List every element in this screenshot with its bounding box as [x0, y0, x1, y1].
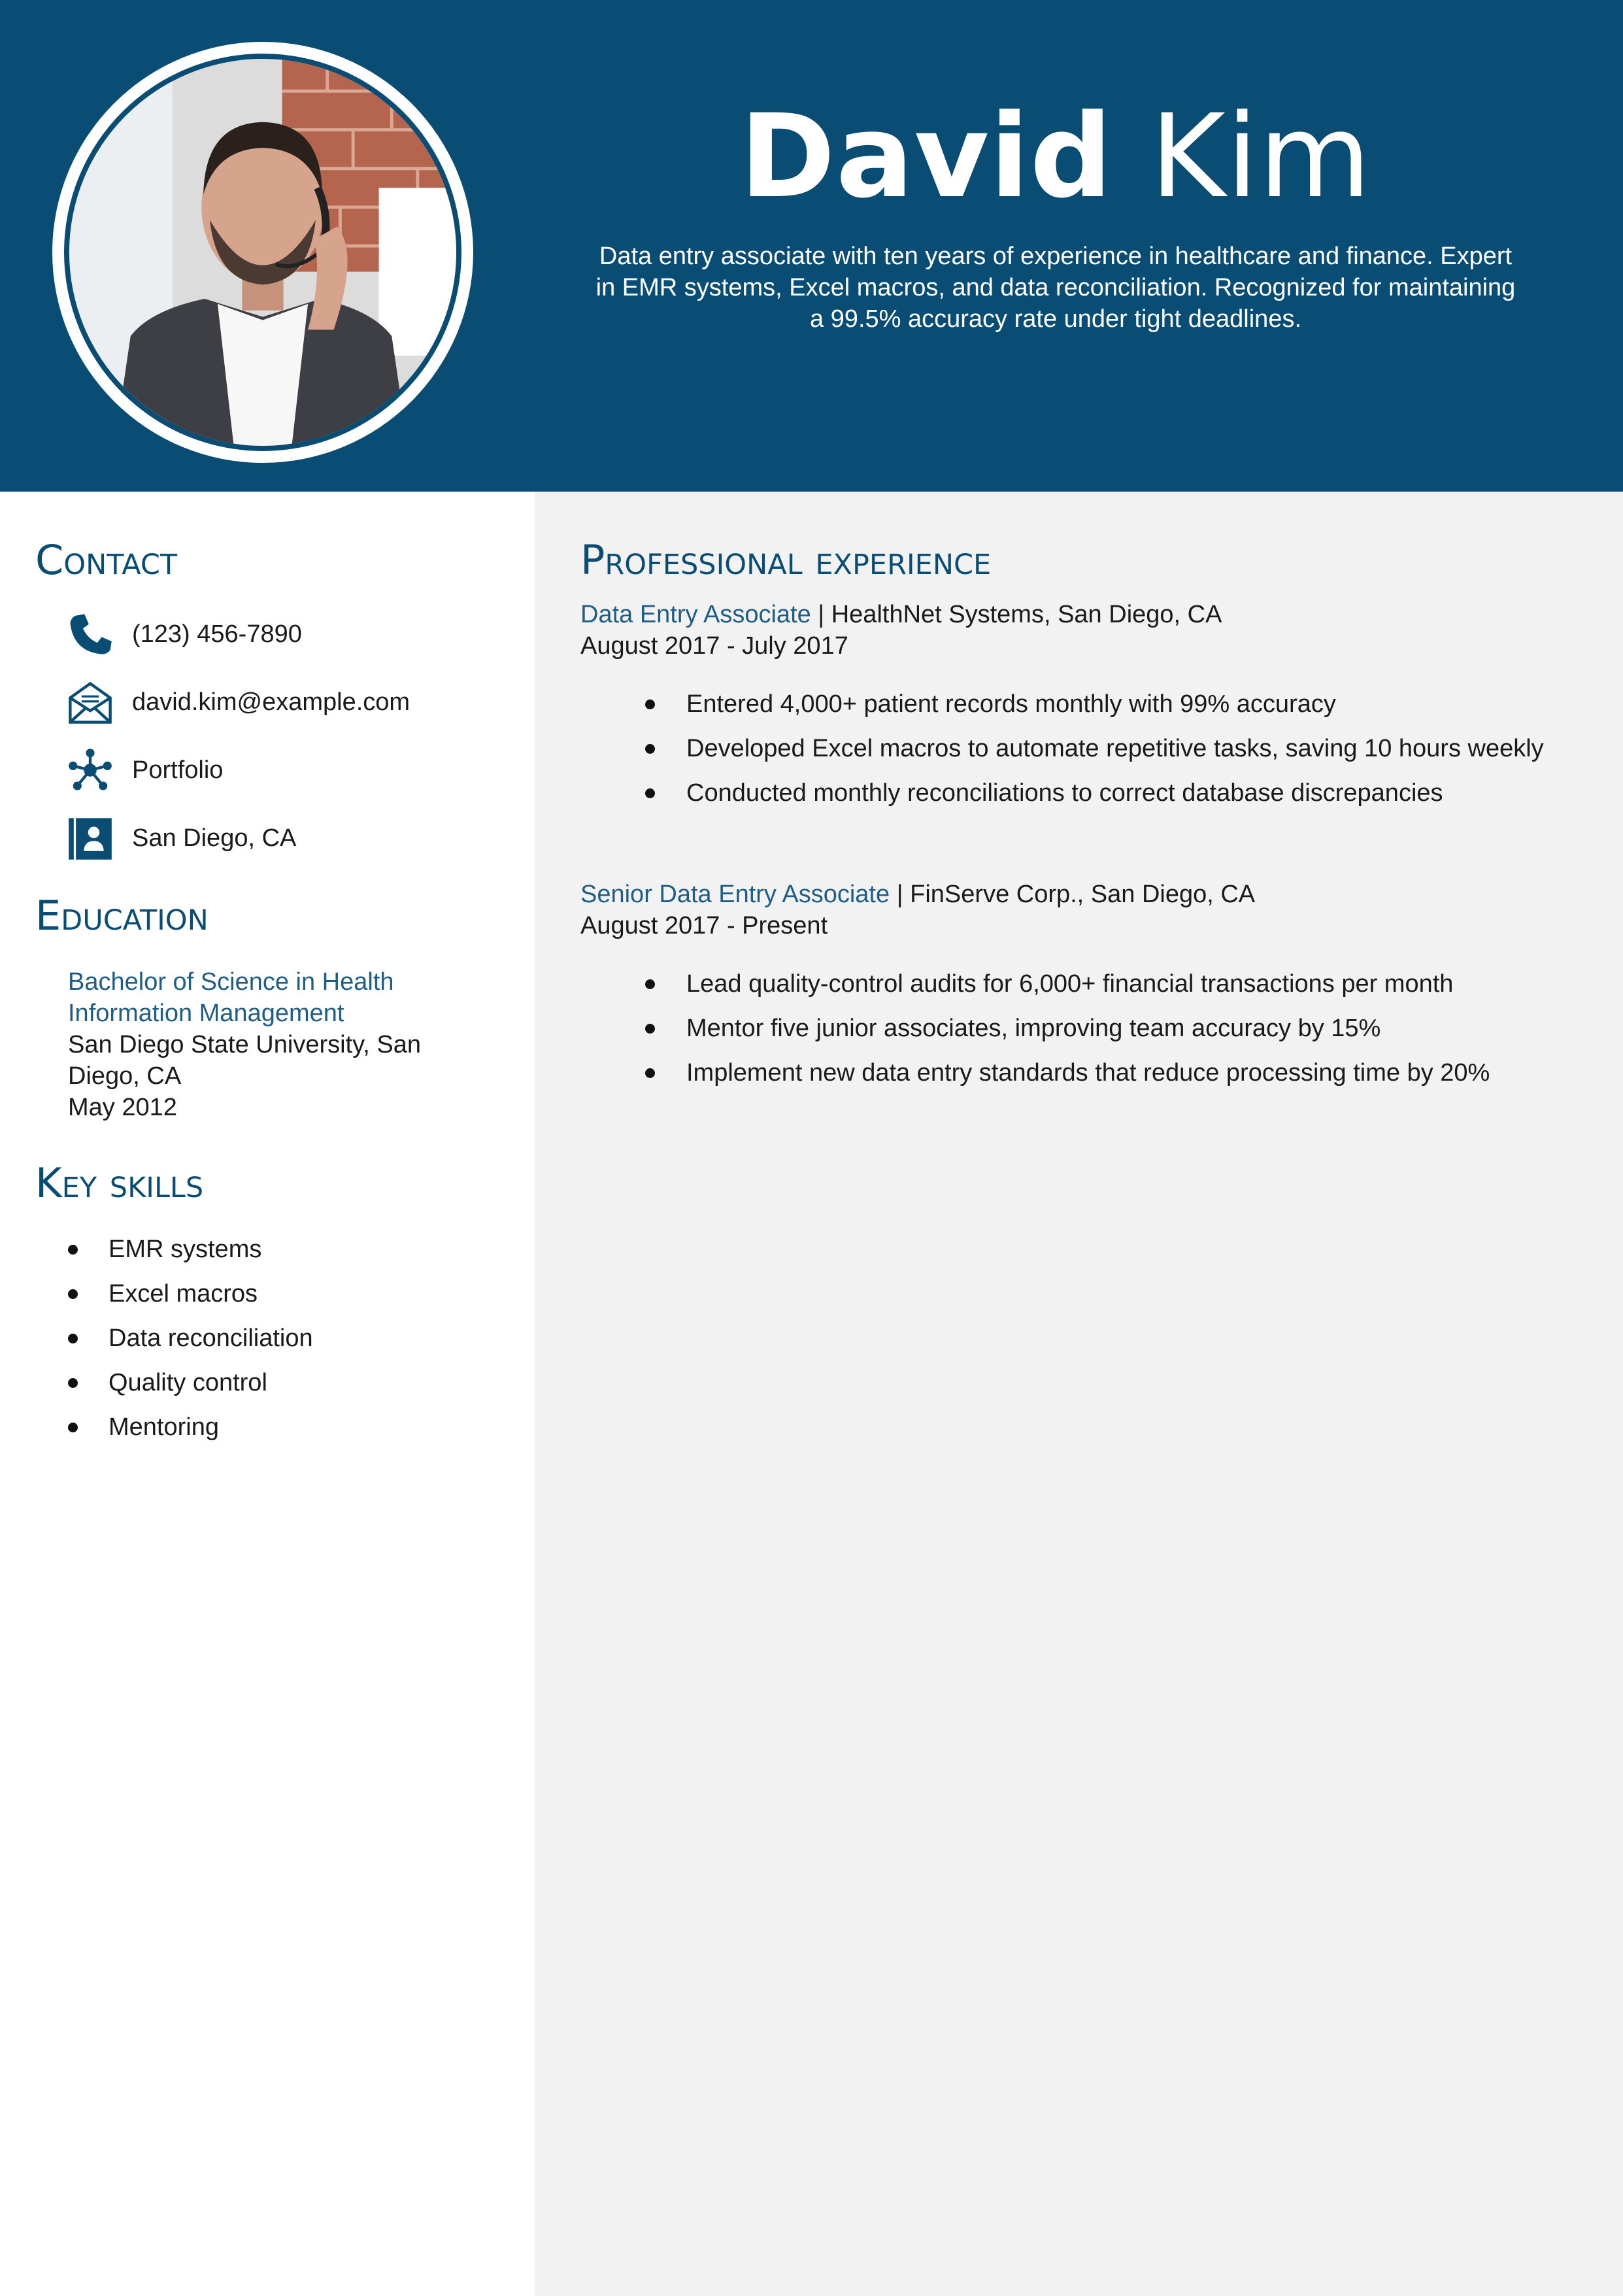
contact-heading: Contact — [35, 536, 178, 584]
job-dates: August 2017 - Present — [580, 912, 828, 939]
candidate-name — [627, 92, 1484, 222]
job-bullets — [644, 969, 1573, 1102]
network-icon — [65, 745, 115, 795]
education-heading: Education — [35, 892, 209, 939]
phone-text: (123) 456-7890 — [132, 620, 302, 648]
job-bullet: Developed Excel macros to automate repetitive tasks, saving 10 hours weekly — [644, 734, 1573, 764]
profile-photo-frame — [52, 42, 473, 463]
job-bullet: Conducted monthly reconciliations to correct database discrepancies — [644, 778, 1573, 808]
last-name: Kim — [1150, 90, 1372, 224]
profile-summary: Data entry associate with ten years of experience in healthcare and finance. Expert in EMR systems, Excel macros, and data reconciliation. Recognized for maintaining a 99.5% accuracy rate under tight deadlines. — [595, 243, 1516, 333]
contact-portfolio[interactable] — [65, 744, 223, 796]
job-company: HealthNet Systems, San Diego, CA — [831, 601, 1222, 628]
profile-photo — [69, 59, 456, 446]
job-bullet: Implement new data entry standards that reduce processing time by 20% — [644, 1058, 1573, 1088]
email-text[interactable]: david.kim@example.com — [132, 688, 410, 716]
education-school: San Diego State University, San Diego, CA — [68, 1031, 422, 1090]
contact-phone — [65, 608, 302, 660]
portfolio-link[interactable]: Portfolio — [132, 756, 224, 784]
skill-item: EMR systems — [65, 1234, 313, 1264]
education-date: May 2012 — [68, 1094, 177, 1121]
first-name: David — [739, 90, 1113, 224]
location-text: San Diego, CA — [132, 824, 297, 852]
skill-item: Data reconciliation — [65, 1323, 313, 1353]
skill-item: Quality control — [65, 1368, 313, 1398]
job-title: Data Entry Associate — [580, 601, 811, 628]
job-header: Data Entry Associate | HealthNet Systems, San Diego, CA August 2017 - July 2017 — [580, 599, 1561, 662]
phone-icon — [65, 609, 115, 659]
job-bullet: Mentor five junior associates, improving team accuracy by 15% — [644, 1013, 1573, 1043]
job-bullets — [644, 689, 1573, 822]
email-icon — [65, 677, 115, 727]
job-company: FinServe Corp., San Diego, CA — [910, 881, 1256, 908]
skill-item: Mentoring — [65, 1412, 313, 1442]
skills-heading: Key skills — [35, 1159, 204, 1207]
education-entry — [68, 966, 473, 1123]
education-degree: Bachelor of Science in Health Information Management — [68, 968, 394, 1027]
job-title: Senior Data Entry Associate — [580, 881, 890, 908]
address-book-icon — [65, 813, 115, 863]
experience-heading: Professional experience — [580, 536, 992, 584]
job-bullet: Lead quality-control audits for 6,000+ financial transactions per month — [644, 969, 1573, 999]
header-banner — [0, 0, 1623, 492]
contact-location — [65, 812, 296, 864]
job-dates: August 2017 - July 2017 — [580, 632, 848, 660]
contact-email[interactable] — [65, 676, 410, 728]
job-header: Senior Data Entry Associate | FinServe Corp., San Diego, CA August 2017 - Present — [580, 879, 1561, 941]
job-bullet: Entered 4,000+ patient records monthly with 99% accuracy — [644, 689, 1573, 719]
skill-item: Excel macros — [65, 1279, 313, 1309]
skills-list — [65, 1234, 313, 1457]
